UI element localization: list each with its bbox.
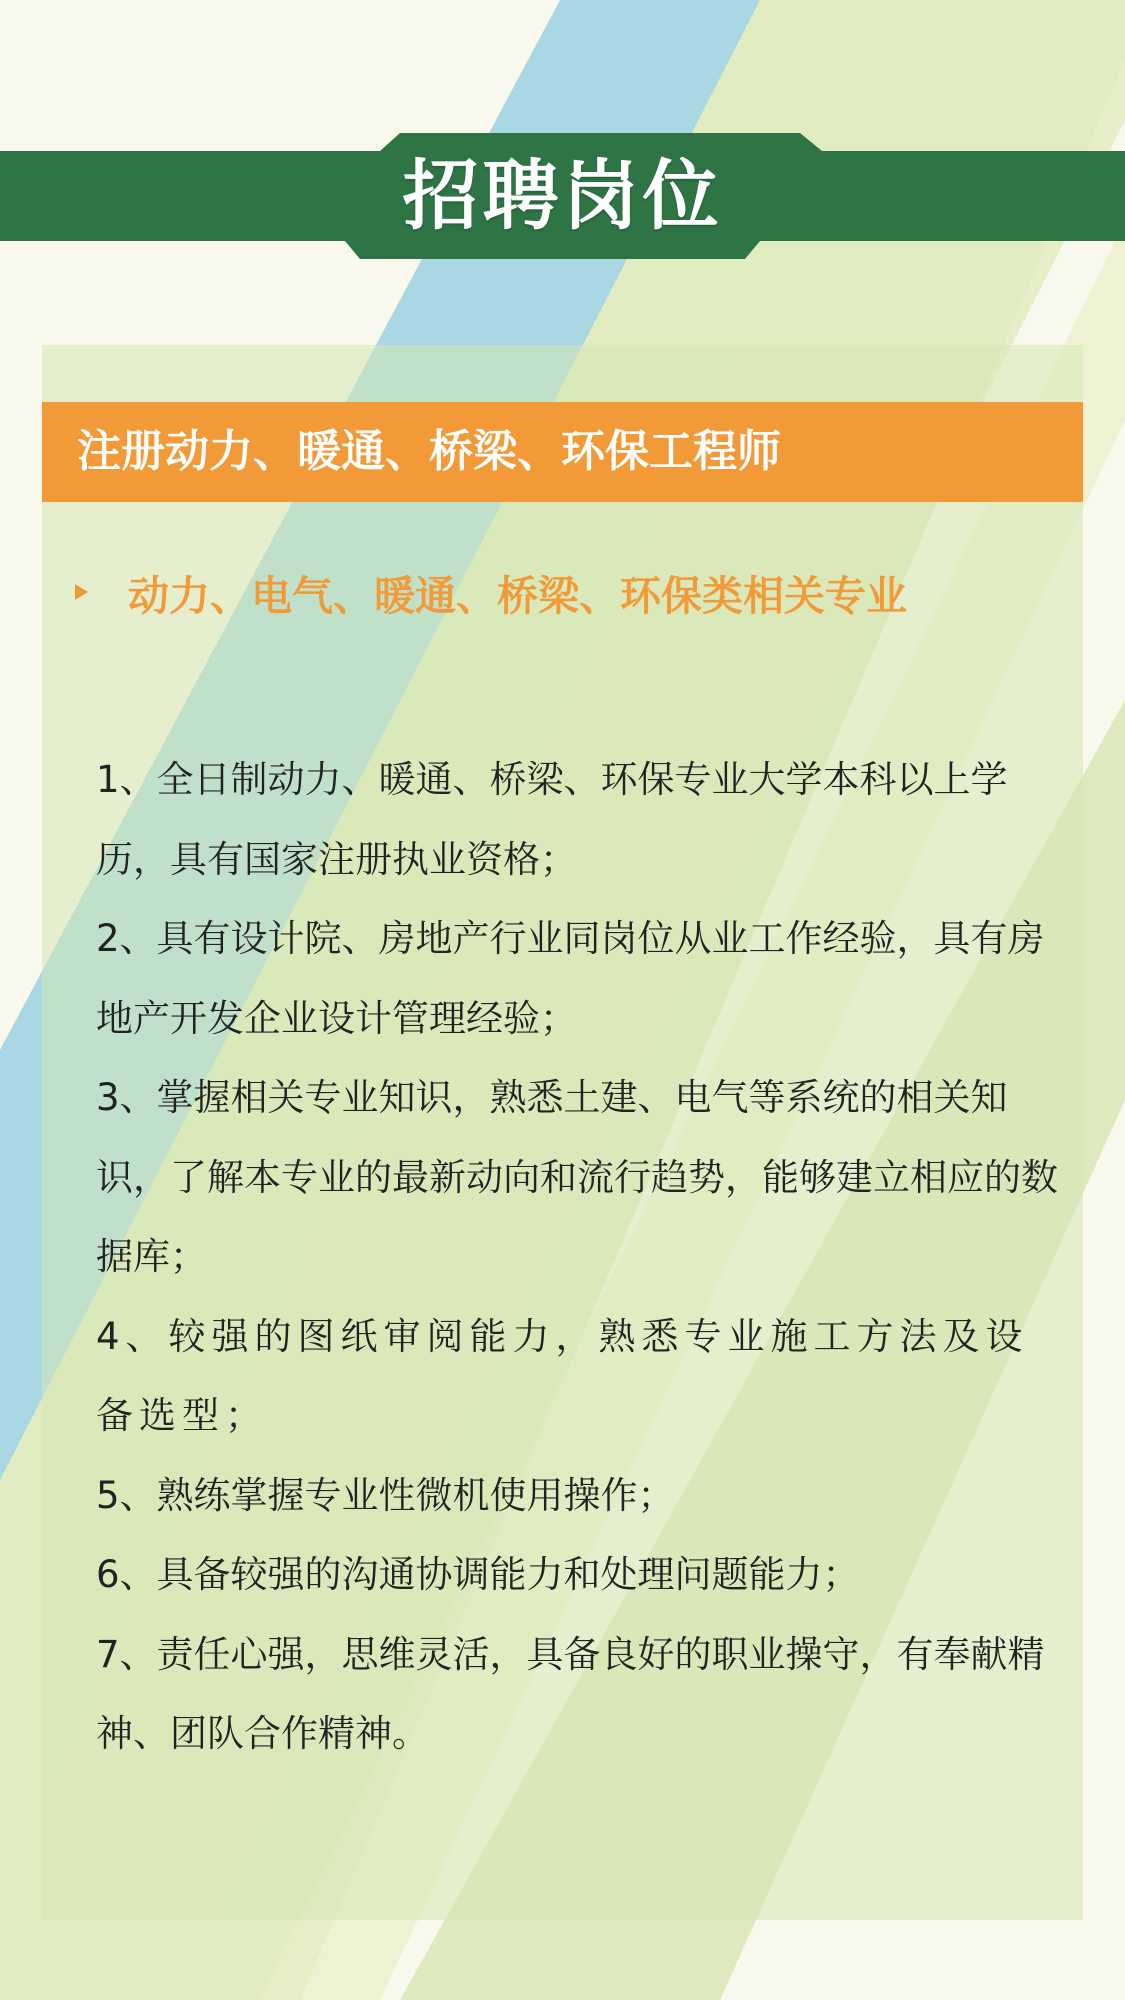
major-text: 动力、电气、暖通、桥梁、环保类相关专业: [128, 571, 907, 620]
title-banner: [0, 133, 1125, 259]
requirement-item: 4、较强的图纸审阅能力，熟悉专业施工方法及设备选型；: [96, 1314, 1029, 1437]
position-header: [42, 402, 1083, 502]
requirement-item: 5、熟练掌握专业性微机使用操作；: [96, 1473, 675, 1517]
requirement-item: 3、掌握相关专业知识，熟悉土建、电气等系统的相关知识，了解本专业的最新动向和流行趋势，能够建立相应的数据库；: [96, 1076, 1058, 1278]
requirement-item: 6、具备较强的沟通协调能力和处理问题能力；: [96, 1553, 860, 1596]
requirement-item: 7、责任心强，思维灵活，具备良好的职业操守，有奉献精神、团队合作精神。: [96, 1632, 1045, 1755]
triangle-right-icon: [75, 584, 88, 600]
requirement-item: 1、全日制动力、暖通、桥梁、环保专业大学本科以上学历，具有国家注册执业资格；: [96, 758, 1008, 881]
position-title: 注册动力、暖通、桥梁、环保工程师: [77, 426, 781, 477]
page-title: 招聘岗位: [402, 151, 723, 240]
major-line: [75, 562, 907, 622]
requirements-list: [96, 740, 1068, 1774]
requirement-item: 2、具有设计院、房地产行业同岗位从业工作经验，具有房地产开发企业设计管理经验；: [96, 917, 1045, 1040]
